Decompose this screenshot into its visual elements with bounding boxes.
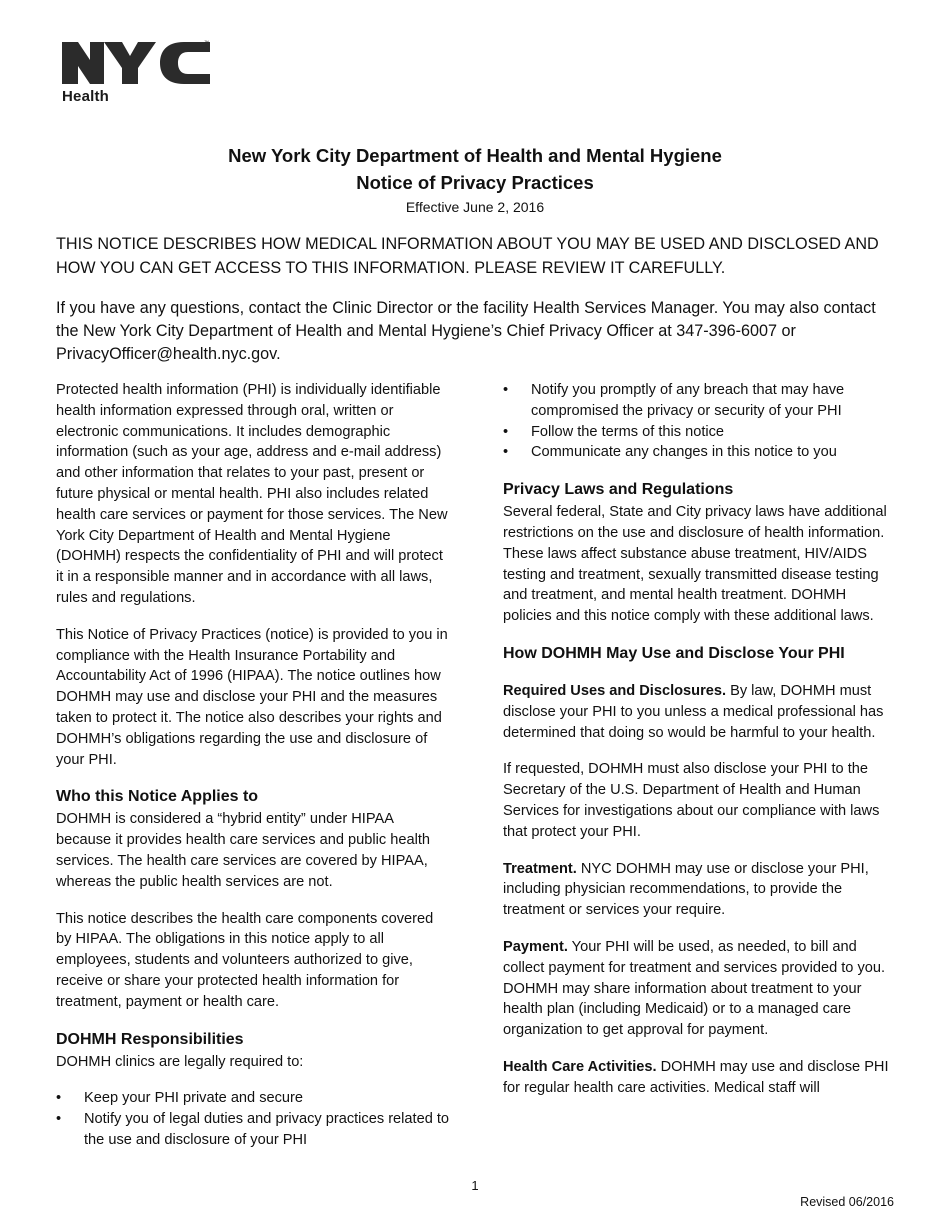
required-uses-label: Required Uses and Disclosures. <box>503 682 727 699</box>
responsibilities-intro: DOHMH clinics are legally required to: <box>56 1053 304 1070</box>
health-care-activities-label: Health Care Activities. <box>503 1058 657 1075</box>
payment-label: Payment. <box>503 938 568 955</box>
list-item: • Notify you of legal duties and privacy practices related to the use and disclosure of your PHI <box>56 1109 451 1151</box>
hhs-disclosure-paragraph: If requested, DOHMH must also disclose your PHI to the Secretary of the U.S. Department of Health and Human Services for investigations about our compliance with laws that protect your PHI. <box>503 761 880 840</box>
hipaa-compliance-paragraph: This Notice of Privacy Practices (notice) is provided to you in compliance with the Health Insurance Portability and Accountability Act of 1996 (HIPAA). The notice outlines how DOHMH may use and disclose your PHI and the measures taken to protect it. The notice also describes your rights and DOHMH’s obligations regarding the use and disclosure of your PHI. <box>56 626 448 768</box>
effective-date: Effective June 2, 2016 <box>405 199 545 215</box>
logo-subtext: Health <box>62 88 110 105</box>
phi-definition-paragraph: Protected health information (PHI) is individually identifiable health information expressed through oral, written or electronic communications. It includes demographic information (such as your age, address and e-mail address) and other information that relates to your past, present or future physical or mental health. PHI also includes related health care services or payment for those services. The New York City Department of Health and Mental Hygiene (DOHMH) respects the confidentiality of PHI and will protect it in a responsible manner and in accordance with all laws, rules and regulations. <box>56 382 448 606</box>
contact-paragraph: If you have any questions, contact the Clinic Director or the facility Health Services Manager. You may also contact the New York City Department of Health and Mental Hygiene’s Chief Privacy Officer at 347-396-6007 or PrivacyOfficer@health.nyc.gov. <box>56 299 876 363</box>
page-number: 1 <box>471 1178 479 1193</box>
hybrid-entity-paragraph: DOHMH is considered a “hybrid entity” under HIPAA because it provides health care services and public health services. The health care services are covered by HIPAA, whereas the public health services are not. <box>56 811 430 890</box>
document-title: New York City Department of Health and Mental Hygiene <box>228 145 722 166</box>
left-column <box>56 380 451 1167</box>
document-title-block <box>0 142 950 217</box>
treatment-label: Treatment. <box>503 860 577 877</box>
nyc-health-logo <box>60 38 212 108</box>
list-item: • Notify you promptly of any breach that may have compromised the privacy or security of your PHI <box>503 380 895 422</box>
list-item: • Keep your PHI private and secure <box>56 1088 451 1109</box>
privacy-laws-heading: Privacy Laws and Regulations <box>503 481 734 499</box>
responsibilities-list-left <box>56 1088 451 1150</box>
privacy-laws-paragraph: Several federal, State and City privacy laws have additional restrictions on the use and disclosure of health information. These laws affect substance abuse treatment, HIV/AIDS testing and treatment, sexually transmitted disease testing and treatment, and mental health treatment. DOHMH policies and this notice comply with these additional laws. <box>503 504 887 625</box>
list-item: • Follow the terms of this notice <box>503 422 895 443</box>
notice-statement: THIS NOTICE DESCRIBES HOW MEDICAL INFORMATION ABOUT YOU MAY BE USED AND DISCLOSED AND HOW YOU CAN GET ACCESS TO THIS INFORMATION. PLEASE REVIEW IT CAREFULLY. <box>56 235 879 277</box>
payment-text: Your PHI will be used, as needed, to bill and collect payment for treatment and services provided to you. DOHMH may share information about treatment to your health plan (including Medicaid) or to a managed care organization to get approval for payment. <box>503 938 886 1039</box>
covered-components-paragraph: This notice describes the health care components covered by HIPAA. The obligations in this notice apply to all employees, students and volunteers authorized to give, receive or share your protected health information for treatment, payment or health care. <box>56 910 434 1010</box>
required-uses-text: By law, DOHMH must disclose your PHI to you unless a medical professional has determined that doing so would be harmful to your health. <box>503 682 884 741</box>
use-disclose-heading: How DOHMH May Use and Disclose Your PHI <box>503 644 845 662</box>
required-uses-paragraph <box>503 681 895 743</box>
right-column <box>503 380 895 1115</box>
who-applies-heading: Who this Notice Applies to <box>56 788 259 806</box>
svg-text:™: ™ <box>204 40 209 46</box>
treatment-text: NYC DOHMH may use or disclose your PHI, including physician recommendations, to provide the treatment or services your require. <box>503 860 869 919</box>
treatment-paragraph <box>503 859 895 921</box>
document-subtitle: Notice of Privacy Practices <box>356 172 594 193</box>
health-care-activities-text: DOHMH may use and disclose PHI for regular health care activities. Medical staff will <box>503 1058 889 1096</box>
payment-paragraph <box>503 937 895 1041</box>
responsibilities-heading: DOHMH Responsibilities <box>56 1030 244 1048</box>
revised-date: Revised 06/2016 <box>800 1195 894 1209</box>
responsibilities-list-right <box>503 380 895 463</box>
list-item: • Communicate any changes in this notice to you <box>503 442 895 463</box>
nyc-logo-mark <box>60 38 212 88</box>
health-care-activities-paragraph <box>503 1057 895 1099</box>
